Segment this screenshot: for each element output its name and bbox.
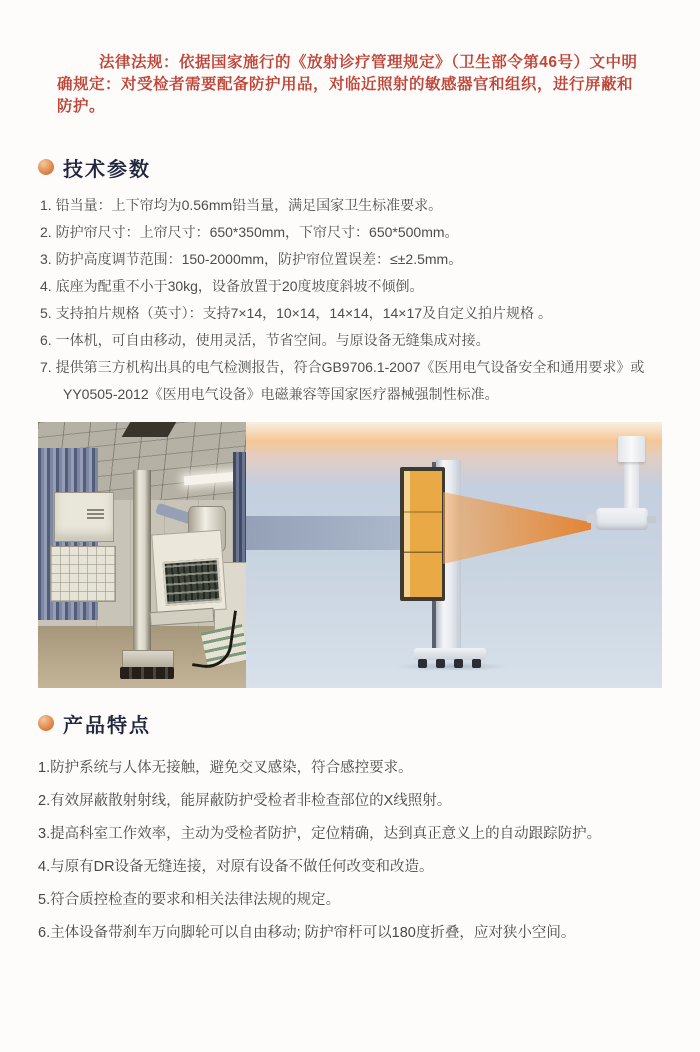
tech-item: 3. 防护高度调节范围：150-2000mm，防护帘位置误差：≤±2.5mm。	[40, 251, 463, 267]
wall-cabinet	[50, 546, 116, 602]
protection-beam-render	[246, 422, 662, 688]
tube-stand-cap	[618, 436, 645, 462]
feature-item: 5.符合质控检查的要求和相关法律法规的规定。	[38, 892, 341, 908]
xray-room-photo	[38, 422, 246, 688]
xray-cone-beam	[443, 492, 591, 564]
legal-notice-text: 法律法规：依据国家施行的《放射诊疗管理规定》（卫生部令第46号）文中明确规定：对受检者需要配备防护用品，对临近照射的敏感器官和组织，进行屏蔽和防护。	[57, 54, 638, 115]
feature-item: 3.提高科室工作效率，主动为受检者防护，定位精确，达到真正意义上的自动跟踪防护。	[38, 826, 602, 842]
tech-section-title: 技术参数	[63, 158, 151, 181]
detector-beam	[246, 516, 408, 550]
caster-wheel	[436, 659, 445, 668]
device-column	[133, 470, 151, 652]
feature-item: 6.主体设备带刹车万向脚轮可以自由移动; 防护帘杆可以180度折叠，应对狭小空间。	[38, 925, 576, 941]
feature-item: 1.防护系统与人体无接触，避免交叉感染，符合感控要求。	[38, 760, 413, 776]
feature-item: 4.与原有DR设备无缝连接，对原有设备不做任何改变和改造。	[38, 859, 434, 875]
caster-wheel	[454, 659, 463, 668]
caster-wheel	[418, 659, 427, 668]
tech-item: 5. 支持拍片规格（英寸）：支持7×14，10×14，14×14，14×17及自定义拍片规格 。	[40, 305, 552, 321]
console-screen	[163, 558, 222, 606]
device-wheels	[120, 667, 174, 679]
tech-section-header	[38, 154, 700, 180]
caster-wheel	[472, 659, 481, 668]
xray-tube-housing	[596, 508, 648, 530]
tube-knob	[647, 516, 656, 523]
features-section-header	[38, 710, 700, 736]
tech-item: 6. 一体机，可自由移动，使用灵活，节省空间。与原设备无缝集成对接。	[40, 332, 490, 348]
section-bullet-icon	[38, 715, 54, 731]
ceiling-vent	[122, 422, 177, 437]
wall-cabinet	[54, 492, 114, 542]
device-base	[122, 650, 174, 668]
product-figures	[38, 422, 662, 688]
brochure-page	[0, 52, 700, 1052]
tech-item: 1. 铅当量：上下帘均为0.56mm铅当量，满足国家卫生标准要求。	[40, 197, 443, 213]
product-features-list	[38, 752, 670, 950]
tech-item: 4. 底座为配重不小于30kg，设备放置于20度坡度斜坡不倾倒。	[40, 278, 424, 294]
tube-collimator	[587, 514, 597, 523]
feature-item: 2.有效屏蔽散射射线，能屏蔽防护受检者非检查部位的X线照射。	[38, 793, 452, 809]
tech-item: 7. 提供第三方机构出具的电气检测报告，符合GB9706.1-2007《医用电气设备安全和通用要求》或YY0505-2012《医用电气设备》电磁兼容等国家医疗器械强制性标准。	[40, 359, 645, 402]
tech-item: 2. 防护帘尺寸：上帘尺寸：650*350mm，下帘尺寸：650*500mm。	[40, 224, 459, 240]
section-bullet-icon	[38, 159, 54, 175]
features-section-title: 产品特点	[63, 714, 151, 737]
floor-shadow	[394, 662, 510, 671]
protective-curtain-panel	[404, 471, 442, 597]
tech-parameters-list	[40, 192, 656, 408]
